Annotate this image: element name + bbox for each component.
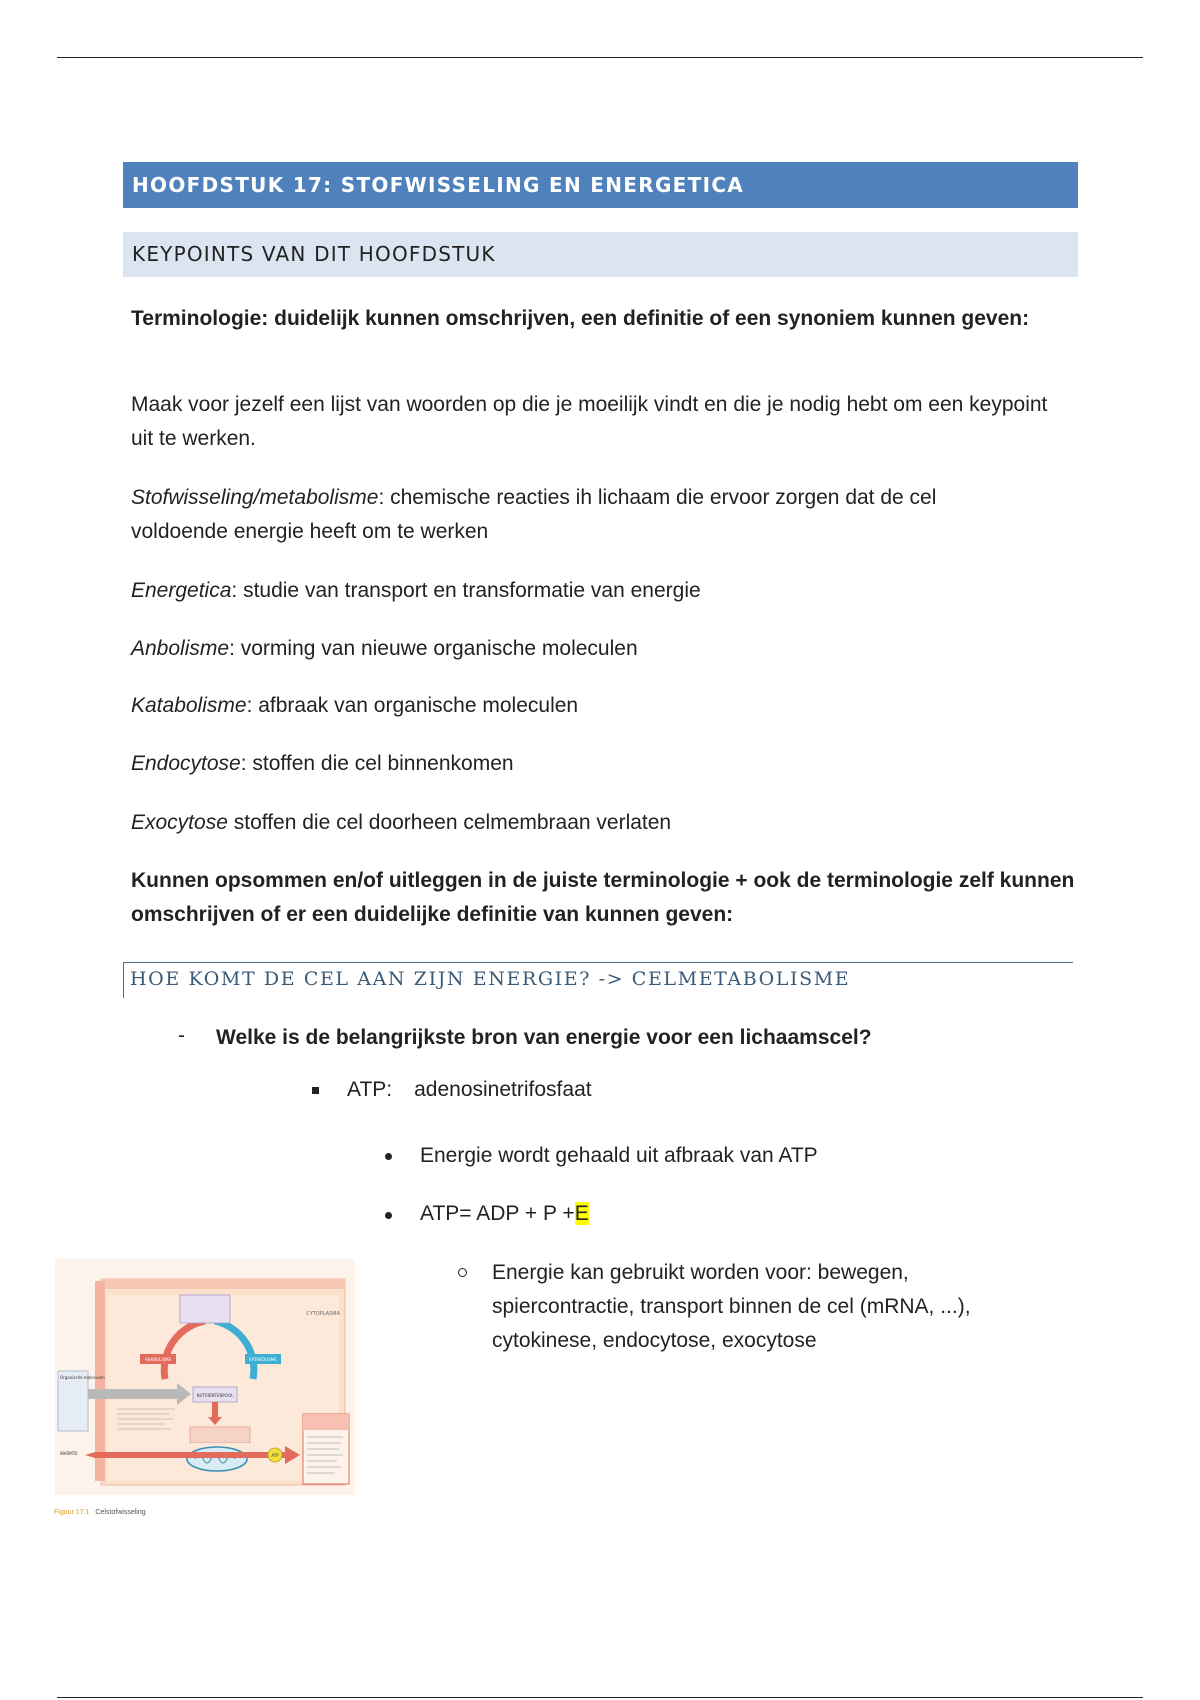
dot-item: Energie wordt gehaald uit afbraak van ATP	[420, 1144, 818, 1167]
chapter-heading: HOOFDSTUK 17: STOFWISSELING EN ENERGETICA	[123, 162, 1078, 208]
term-name: Katabolisme	[131, 694, 247, 717]
dash-bullet: -	[178, 1024, 185, 1047]
circle-bullet	[458, 1268, 467, 1277]
term-name: Exocytose	[131, 811, 228, 834]
subsection-heading: HOE KOMT DE CEL AAN ZIJN ENERGIE? -> CELMETABOLISME	[123, 962, 1073, 998]
bottom-rule	[57, 1697, 1143, 1698]
intro-paragraph: Maak voor jezelf een lijst van woorden op die je moeilijk vindt en die je nodig hebt om een keypoint uit te werken.	[131, 393, 1048, 450]
term-text: vorming van nieuwe organische moleculen	[240, 637, 638, 660]
term-definition: Katabolisme: afbraak van organische moleculen	[131, 694, 579, 717]
energy-uses-text: Energie kan gebruikt worden voor: bewegen, spiercontractie, transport binnen de cel (mRNA, ...), cytokinese, endocytose, exocytose	[492, 1261, 971, 1352]
svg-text:Organische moleculen: Organische moleculen	[60, 1375, 105, 1380]
dot-bullet	[385, 1212, 392, 1219]
svg-text:ANABOLISME: ANABOLISME	[144, 1357, 172, 1362]
svg-text:KATABOLISME: KATABOLISME	[249, 1357, 277, 1362]
term-text: studie van transport en transformatie van energie	[243, 579, 701, 602]
term-text: chemische reacties ih lichaam die ervoor zorgen dat de cel voldoende energie heeft om te werken	[131, 486, 937, 543]
term-name: Energetica	[131, 579, 232, 602]
term-definition	[131, 806, 1071, 840]
atp-label: ATP:	[347, 1078, 393, 1101]
svg-text:NUTRIËNTENPOOL: NUTRIËNTENPOOL	[196, 1393, 234, 1398]
term-definition: Endocytose: stoffen die cel binnenkomen	[131, 752, 514, 775]
cell-metabolism-figure	[55, 1259, 355, 1495]
terminology-heading: Terminologie: duidelijk kunnen omschrijven, een definitie of een synoniem kunnen geven:	[131, 307, 1030, 330]
formula-text: ATP= ADP + P +	[420, 1202, 575, 1225]
square-bullet	[312, 1087, 319, 1094]
term-text: stoffen die cel binnenkomen	[252, 752, 514, 775]
highlighted-energy: E	[574, 1202, 589, 1225]
dot-item	[420, 1197, 589, 1231]
term-text: stoffen die cel doorheen celmembraan verlaten	[233, 811, 672, 834]
section-heading: KEYPOINTS VAN DIT HOOFDSTUK	[123, 232, 1078, 277]
term-text: afbraak van organische moleculen	[258, 694, 579, 717]
figure-caption: Figuur 17.1 Celstofwisseling	[54, 1509, 146, 1516]
term-definition: Stofwisseling/metabolisme: chemische reacties ih lichaam die ervoor zorgen dat de cel voldoende energie heeft om te werken	[131, 486, 937, 543]
term-name: Endocytose	[131, 752, 241, 775]
explain-heading: Kunnen opsommen en/of uitleggen in de juiste terminologie + ook de terminologie zelf kunnen omschrijven of er een duidelijke definitie van kunnen geven:	[131, 869, 1075, 926]
term-name: Stofwisseling/metabolisme	[131, 486, 379, 509]
term-name: Anbolisme	[131, 637, 230, 660]
top-rule	[57, 57, 1143, 58]
atp-text: adenosinetrifosfaat	[414, 1078, 592, 1101]
dot-bullet	[385, 1153, 392, 1160]
cytoplasma-label: CYTOPLASMA	[306, 1311, 340, 1317]
question-text: Welke is de belangrijkste bron van energie voor een lichaamscel?	[216, 1026, 872, 1049]
term-definition: Energetica: studie van transport en transformatie van energie	[131, 579, 701, 602]
svg-text:ATP: ATP	[271, 1453, 279, 1458]
svg-text:WARMTE: WARMTE	[60, 1451, 78, 1456]
term-definition: Anbolisme: vorming van nieuwe organische moleculen	[131, 637, 638, 660]
atp-item	[347, 1073, 592, 1107]
